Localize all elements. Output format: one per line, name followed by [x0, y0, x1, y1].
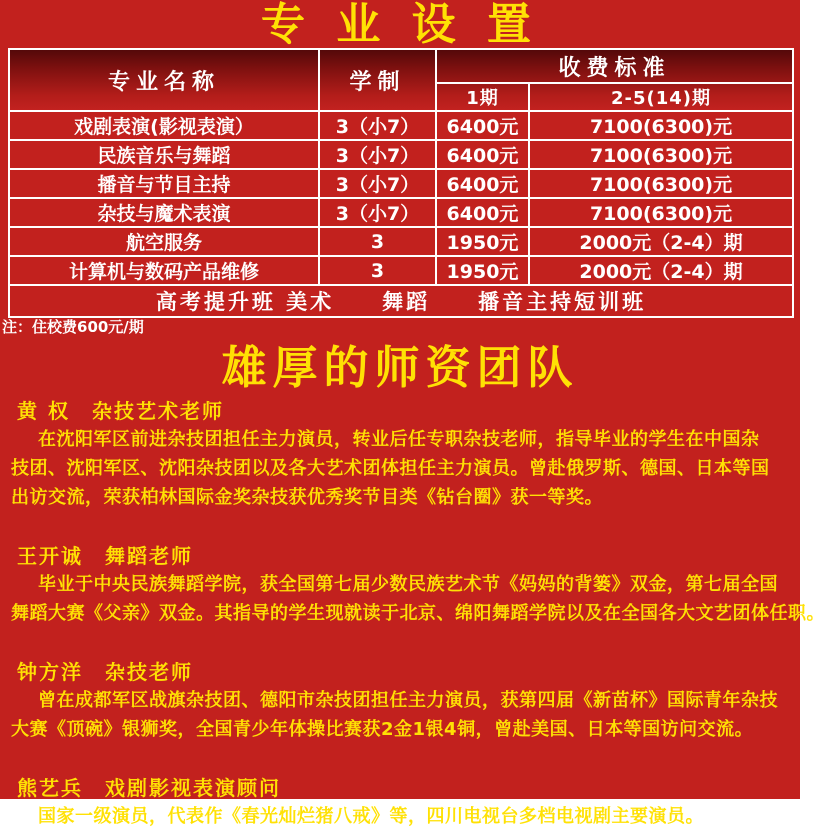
- bio-line: 毕业于中央民族舞蹈学院，获全国第七届少数民族艺术节《妈妈的背篓》双金，第七届全国: [38, 574, 778, 595]
- table-cell: 杂技与魔术表演: [9, 198, 319, 227]
- teacher-name: 熊艺兵 戏剧影视表演顾问: [17, 776, 281, 800]
- table-cell: 3（小7）: [319, 169, 436, 198]
- table-cell: 2000元（2-4）期: [529, 227, 793, 256]
- bio-line: 舞蹈大赛《父亲》双金。其指导的学生现就读于北京、绵阳舞蹈学院以及在全国各大文艺团体任职。: [11, 603, 825, 624]
- table-row: [9, 198, 793, 227]
- teacher-bio: [0, 425, 800, 512]
- header-duration: 学制: [319, 49, 436, 111]
- boarding-fee-note: 注：住校费600元/期: [2, 318, 144, 336]
- header-major: 专业名称: [9, 49, 319, 111]
- teachers-list: [0, 397, 825, 831]
- table-cell: 6400元: [436, 111, 529, 140]
- teacher-bio: [0, 570, 825, 628]
- teacher-block-huangquan: [0, 397, 800, 512]
- table-cell: 计算机与数码产品维修: [9, 256, 319, 285]
- table-cell: 7100(6300)元: [529, 140, 793, 169]
- teacher-name: 黄 权 杂技艺术老师: [17, 399, 224, 423]
- table-footer-row: [9, 285, 793, 317]
- table-row: [9, 111, 793, 140]
- teacher-bio: [0, 686, 800, 744]
- table-row: [9, 256, 793, 285]
- table-row: [9, 169, 793, 198]
- teacher-name: 钟方洋 杂技老师: [17, 660, 193, 684]
- fee-table: [8, 48, 794, 318]
- page-title: 专 业 设 置: [261, 0, 539, 50]
- table-cell: 民族音乐与舞蹈: [9, 140, 319, 169]
- table-cell: 3: [319, 227, 436, 256]
- table-cell: 6400元: [436, 198, 529, 227]
- table-row: [9, 140, 793, 169]
- table-cell: 3: [319, 256, 436, 285]
- table-cell: 1950元: [436, 256, 529, 285]
- table-cell: 3（小7）: [319, 198, 436, 227]
- table-cell: 7100(6300)元: [529, 111, 793, 140]
- header-period1: 1期: [436, 83, 529, 111]
- bio-line: 曾在成都军区战旗杂技团、德阳市杂技团担任主力演员，获第四届《新苗杯》国际青年杂技: [38, 690, 778, 711]
- header-period2: 2-5(14)期: [529, 83, 793, 111]
- teacher-block-zhongfangyang: [0, 658, 800, 744]
- table-cell: 3（小7）: [319, 111, 436, 140]
- bio-line: 在沈阳军区前进杂技团担任主力演员，转业后任专职杂技老师，指导毕业的学生在中国杂: [38, 429, 760, 450]
- teacher-block-xiongyibing: [0, 774, 800, 831]
- section-title-teachers: 雄厚的师资团队: [221, 341, 579, 394]
- table-cell: 1950元: [436, 227, 529, 256]
- fee-table-header: [9, 49, 793, 111]
- table-row: [9, 227, 793, 256]
- table-cell: 3（小7）: [319, 140, 436, 169]
- table-cell: 7100(6300)元: [529, 169, 793, 198]
- short-course-cell: 高考提升班 美术 舞蹈 播音主持短训班: [9, 285, 793, 317]
- fee-table-body: [9, 111, 793, 285]
- bio-line: 出访交流，荣获柏林国际金奖杂技获优秀奖节目类《钻台圈》获一等奖。: [11, 487, 603, 508]
- table-cell: 6400元: [436, 140, 529, 169]
- bio-line: 技团、沈阳军区、沈阳杂技团以及各大艺术团体担任主力演员。曾赴俄罗斯、德国、日本等国: [11, 458, 770, 479]
- fee-table-footer: [9, 285, 793, 317]
- bio-line: 大赛《顶碗》银狮奖，全国青少年体操比赛获2金1银4铜，曾赴美国、日本等国访问交流。: [11, 719, 754, 740]
- table-cell: 播音与节目主持: [9, 169, 319, 198]
- table-cell: 6400元: [436, 169, 529, 198]
- table-cell: 7100(6300)元: [529, 198, 793, 227]
- table-cell: 2000元（2-4）期: [529, 256, 793, 285]
- table-cell: 航空服务: [9, 227, 319, 256]
- header-fee-standard: 收费标准: [436, 49, 793, 83]
- teacher-block-wangkaicheng: [0, 542, 825, 628]
- teacher-bio: [0, 802, 800, 831]
- bio-line: 国家一级演员，代表作《春光灿烂猪八戒》等，四川电视台多档电视剧主要演员。: [38, 806, 704, 827]
- table-cell: 戏剧表演(影视表演）: [9, 111, 319, 140]
- teacher-name: 王开诚 舞蹈老师: [17, 544, 193, 568]
